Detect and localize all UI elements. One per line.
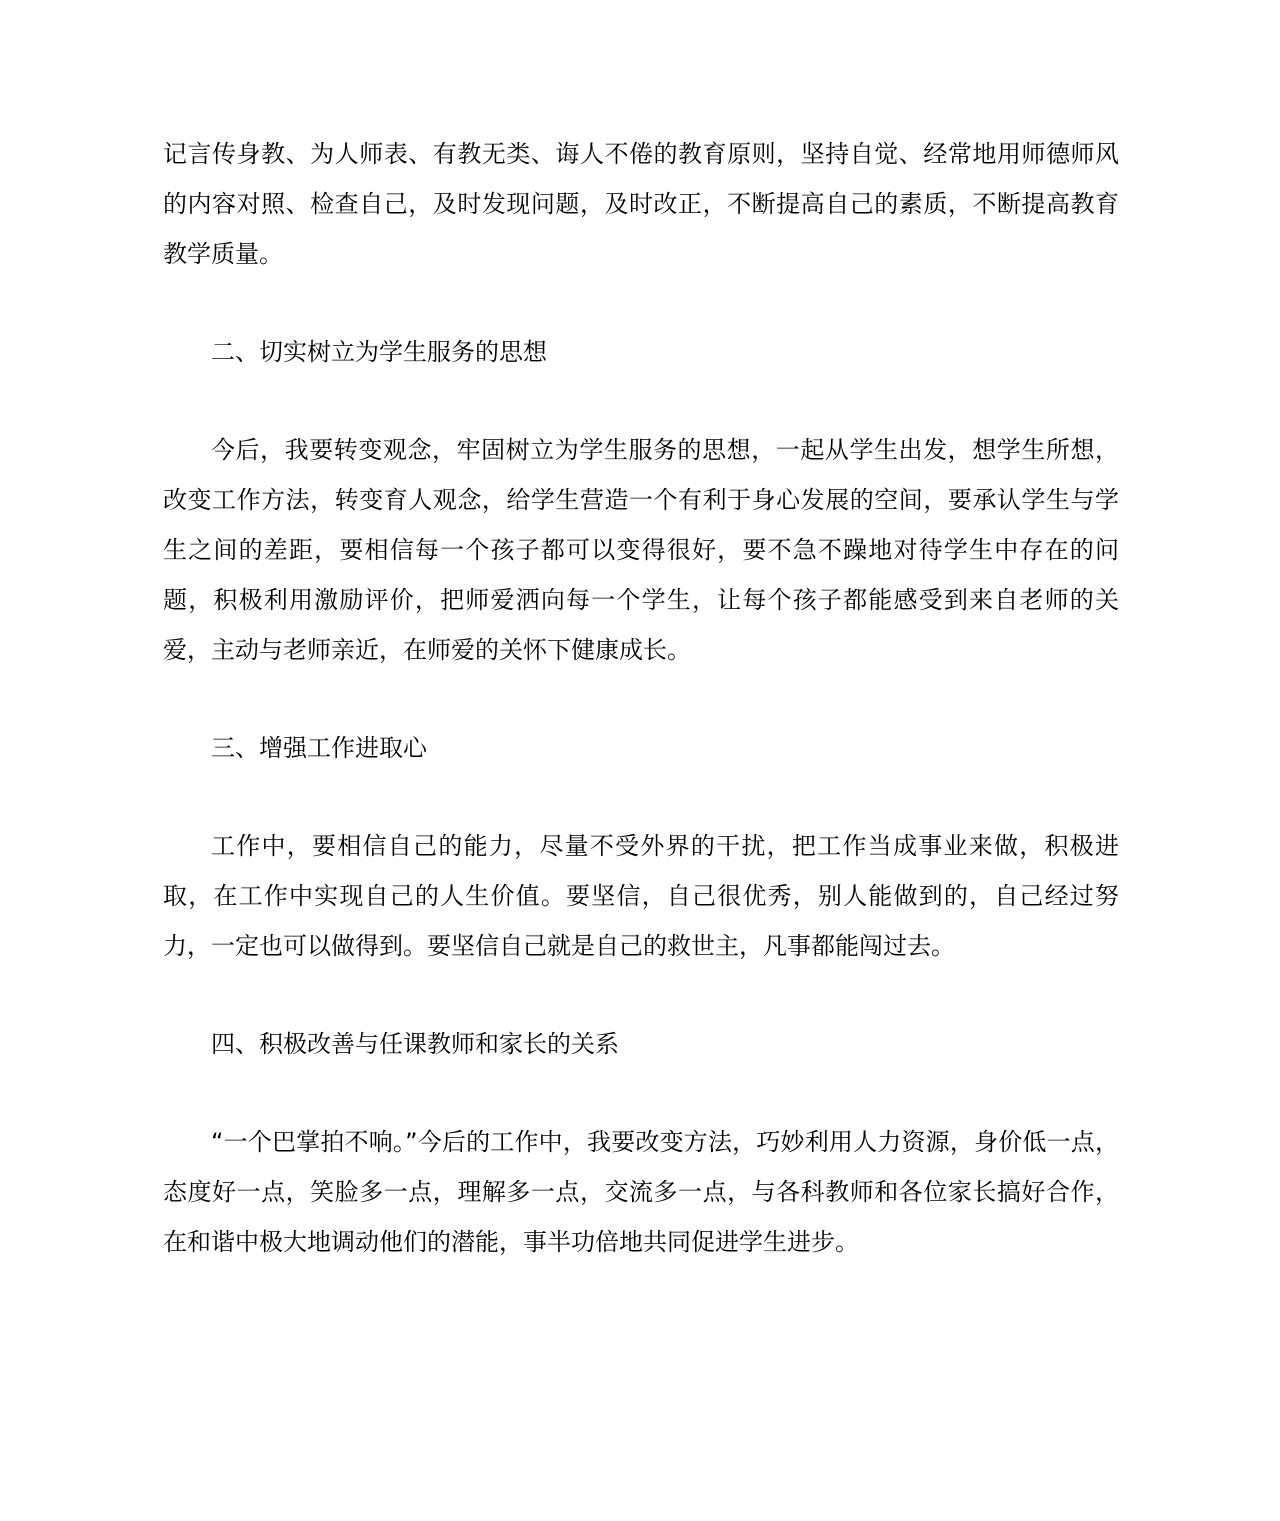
section-heading-2: 二、切实树立为学生服务的思想 — [211, 338, 547, 366]
paragraph-section-4: “一个巴掌拍不响。”今后的工作中，我要改变方法，巧妙利用人力资源，身价低一点，态度好一点，笑脸多一点，理解多一点，交流多一点，与各科教师和各位家长搞好合作，在和谐中极大地调动他们的潜能，事半功倍地共同促进学生进步。 — [163, 1128, 1119, 1256]
paragraph-gap — [163, 1069, 1119, 1117]
paragraph-gap — [163, 971, 1119, 1019]
paragraph-section-2: 今后，我要转变观念，牢固树立为学生服务的思想，一起从学生出发，想学生所想，改变工作方法，转变育人观念，给学生营造一个有利于身心发展的空间，要承认学生与学生之间的差距，要相信每一个孩子都可以变得很好，要不急不躁地对待学生中存在的问题，积极利用激励评价，把师爱洒向每一个学生，让每个孩子都能感受到来自老师的关爱，主动与老师亲近，在师爱的关怀下健康成长。 — [163, 436, 1119, 664]
section-heading-4: 四、积极改善与任课教师和家长的关系 — [211, 1030, 619, 1058]
paragraph-gap — [163, 377, 1119, 425]
paragraph-gap — [163, 675, 1119, 723]
paragraph-gap — [163, 773, 1119, 821]
paragraph-section-3: 工作中，要相信自己的能力，尽量不受外界的干扰，把工作当成事业来做，积极进取，在工作中实现自己的人生价值。要坚信，自己很优秀，别人能做到的，自己经过努力，一定也可以做得到。要坚信自己就是自己的救世主，凡事都能闯过去。 — [163, 832, 1119, 960]
section-heading-3: 三、增强工作进取心 — [211, 734, 427, 762]
paragraph-gap — [163, 279, 1119, 327]
paragraph-continuation: 记言传身教、为人师表、有教无类、诲人不倦的教育原则，坚持自觉、经常地用师德师风的内容对照、检查自己，及时发现问题，及时改正，不断提高自己的素质，不断提高教育教学质量。 — [163, 140, 1119, 268]
document-body — [163, 129, 1119, 1267]
